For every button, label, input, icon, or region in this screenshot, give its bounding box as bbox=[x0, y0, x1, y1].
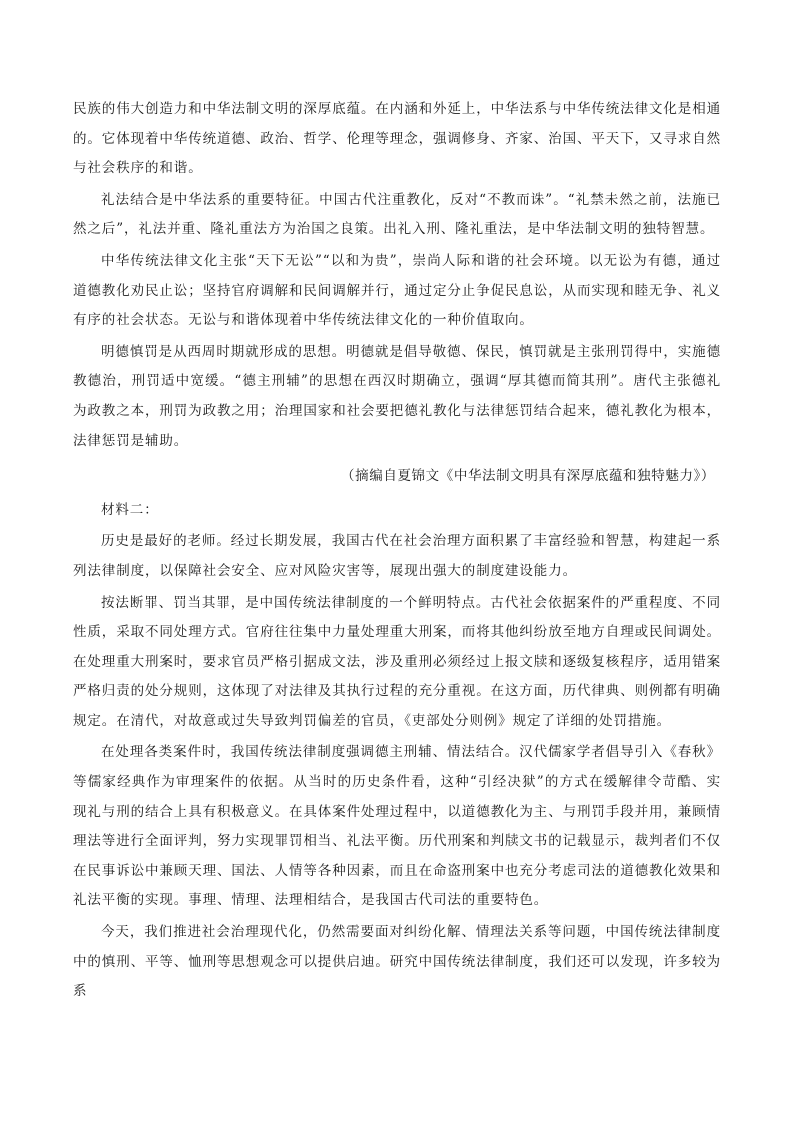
paragraph-wu-song: 中华传统法律文化主张“天下无讼”“以和为贵”，崇尚人际和谐的社会环境。以无讼为有德，通过道德教化劝民止讼；坚持官府调解和民间调解并行，通过定分止争促民息讼，从而实现和睦无争、礼义有序的社会状态。无讼与和谐体现着中华传统法律文化的一种价值取向。 bbox=[73, 252, 721, 329]
source-citation: （摘编自夏锦文《中华法制文明具有深厚底蕴和独特魅力》） bbox=[341, 468, 715, 485]
paragraph-ming-de: 明德慎罚是从西周时期就形成的思想。明德就是倡导敬德、保民，慎罚就是主张刑罚得中，实施德教德治，刑罚适中宽缓。“德主刑辅”的思想在西汉时期确立，强调“厚其德而简其刑”。唐代主张德礼为政教之本，刑罚为政教之用；治理国家和社会要把德礼教化与法律惩罚结合起来，德礼教化为根本，法律惩罚是辅助。 bbox=[73, 343, 721, 449]
material-2-heading: 材料二： bbox=[101, 501, 159, 518]
paragraph-today: 今天，我们推进社会治理现代化，仍然需要面对纠纷化解、情理法关系等问题，中国传统法律制度中的慎刑、平等、恤刑等思想观念可以提供启迪。研究中国传统法律制度，我们还可以发现，许多较为系 bbox=[73, 924, 721, 1000]
paragraph-history-teacher: 历史是最好的老师。经过长期发展，我国古代在社会治理方面积累了丰富经验和智慧，构建起一系列法律制度，以保障社会安全、应对风险灾害等，展现出强大的制度建设能力。 bbox=[73, 533, 721, 579]
paragraph-de-zhu-xing-fu: 在处理各类案件时，我国传统法律制度强调德主刑辅、情法结合。汉代儒家学者倡导引入《春秋》等儒家经典作为审理案件的依据。从当时的历史条件看，这种“引经决狱”的方式在缓解律令苛酷、实现礼与刑的结合上具有积极意义。在具体案件处理过程中，以道德教化为主、与刑罚手段并用，兼顾情理法等进行全面评判，努力实现罪罚相当、礼法平衡。历代刑案和判牍文书的记载显示，裁判者们不仅在民事诉讼中兼顾天理、国法、人情等各种因素，而且在命盗刑案中也充分考虑司法的道德教化效果和礼法平衡的实现。事理、情理、法理相结合，是我国古代司法的重要特色。 bbox=[73, 744, 721, 909]
paragraph-continuation: 民族的伟大创造力和中华法制文明的深厚底蕴。在内涵和外延上，中华法系与中华传统法律文化是相通的。它体现着中华传统道德、政治、哲学、伦理等理念，强调修身、齐家、治国、平天下，又寻求自然与社会秩序的和谐。 bbox=[73, 101, 721, 177]
document-body bbox=[73, 95, 721, 1009]
paragraph-an-fa-duan-zui: 按法断罪、罚当其罪，是中国传统法律制度的一个鲜明特点。古代社会依据案件的严重程度、不同性质，采取不同处理方式。官府往往集中力量处理重大刑案，而将其他纠纷放至地方自理或民间调处。在处理重大刑案时，要求官员严格引据成文法，涉及重刑必须经过上报文牍和逐级复核程序，适用错案严格归责的处分规则，这体现了对法律及其执行过程的充分重视。在这方面，历代律典、则例都有明确规定。在清代，对故意或过失导致判罚偏差的官员，《吏部处分则例》规定了详细的处罚措施。 bbox=[73, 594, 721, 729]
paragraph-li-fa: 礼法结合是中华法系的重要特征。中国古代注重教化，反对“不教而诛”。“礼禁未然之前，法施已然之后”，礼法并重、隆礼重法方为治国之良策。出礼入刑、隆礼重法，是中华法制文明的独特智慧。 bbox=[73, 191, 721, 238]
